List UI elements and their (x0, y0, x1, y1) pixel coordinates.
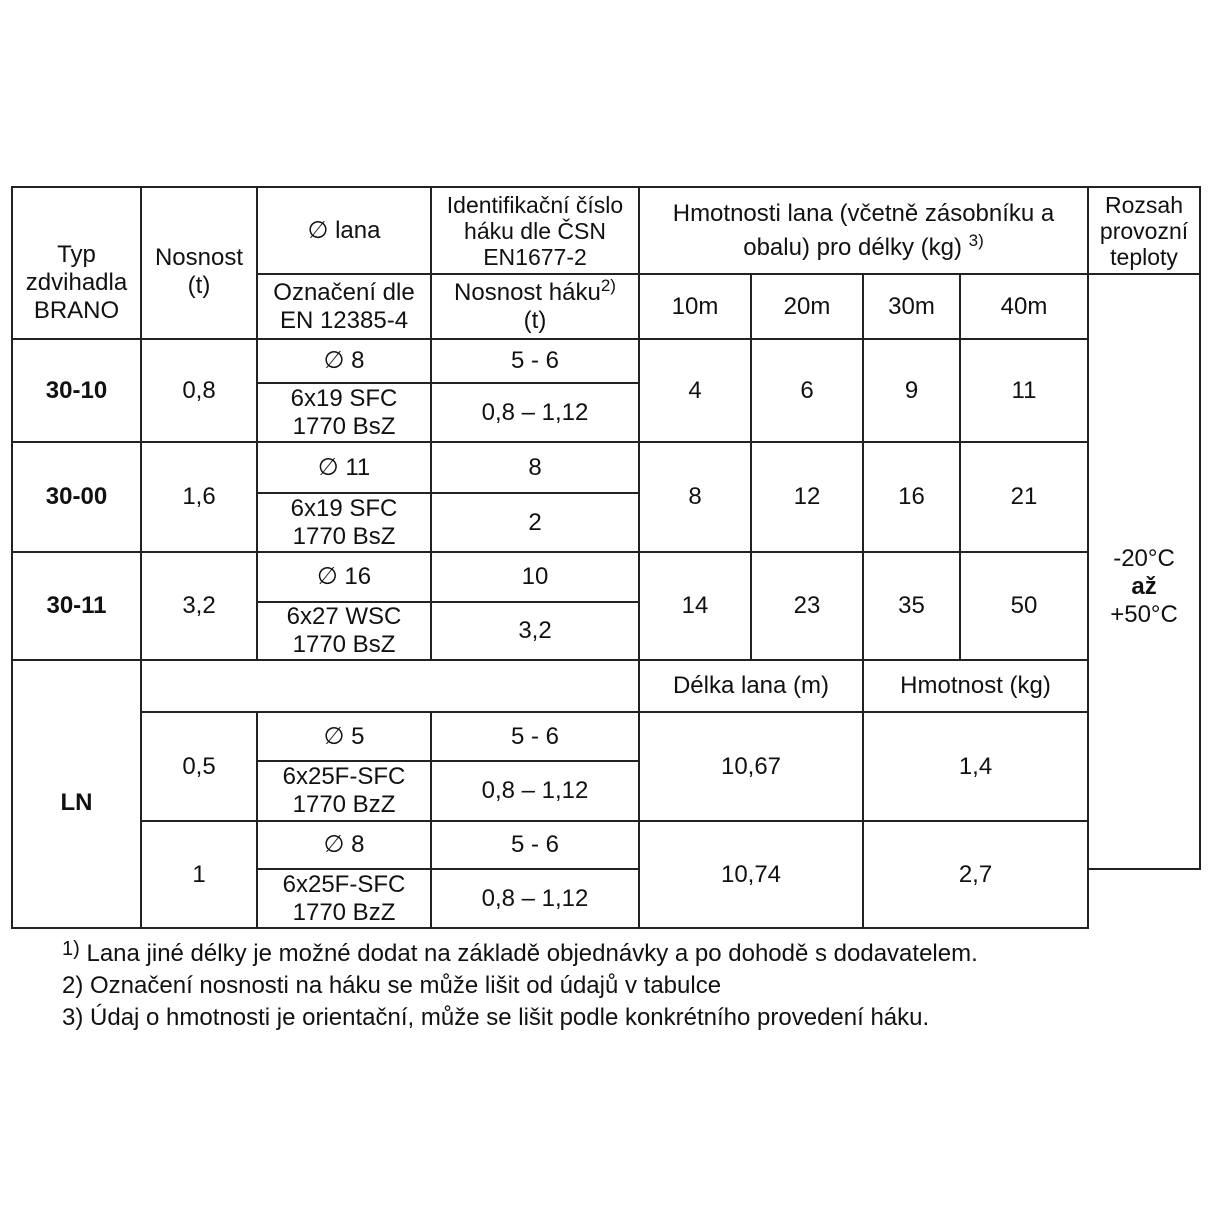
table-row-typ: 30-00 (12, 442, 141, 552)
header-lana: ∅ lana (257, 187, 431, 274)
header-typ: Typ zdvihadla BRANO (12, 187, 141, 339)
table-row-hook-load: 3,2 (431, 602, 639, 660)
table-row-diameter: ∅ 8 (257, 821, 431, 869)
table-row-rope: 6x25F-SFC 1770 BzZ (257, 761, 431, 821)
table-row-nosnost: 1 (141, 821, 257, 928)
table-row-weight-30m: 35 (863, 552, 960, 660)
table-row-length: 10,67 (639, 712, 863, 821)
table-row-weight-40m: 21 (960, 442, 1088, 552)
table-row-weight: 2,7 (863, 821, 1088, 928)
header-nosnost-haku (431, 274, 639, 339)
table-row-rope: 6x27 WSC 1770 BsZ (257, 602, 431, 660)
temperature-line3: +50°C (1110, 600, 1178, 628)
rope-specification-table (11, 186, 1201, 929)
header-nosnost-haku-sup: 2) (600, 275, 616, 295)
table-row-weight-10m: 4 (639, 339, 751, 442)
header-length-40m: 40m (960, 274, 1088, 339)
table-row-nosnost: 1,6 (141, 442, 257, 552)
table-row-typ: 30-11 (12, 552, 141, 660)
ln-blank-cell (141, 660, 639, 712)
table-row-weight-10m: 8 (639, 442, 751, 552)
table-row-hook-id: 8 (431, 442, 639, 493)
table-row-rope: 6x25F-SFC 1770 BzZ (257, 869, 431, 928)
header-identifikacni: Identifikační číslo háku dle ČSN EN1677-2 (431, 187, 639, 274)
header-length-20m: 20m (751, 274, 863, 339)
header-rozsah: Rozsah provozní teploty (1088, 187, 1200, 274)
header-nosnost: Nosnost (t) (141, 187, 257, 339)
table-row-weight-30m: 9 (863, 339, 960, 442)
footnote-number: 1) (62, 938, 80, 960)
header-nosnost-haku-text: Nosnost háku (454, 278, 601, 306)
header-hmotnosti-sup: 3) (968, 230, 984, 250)
temperature-line1: -20°C (1113, 544, 1175, 572)
footnote-2 (62, 970, 978, 1002)
table-row-hook-id: 10 (431, 552, 639, 602)
header-length-10m: 10m (639, 274, 751, 339)
table-row-weight-30m: 16 (863, 442, 960, 552)
table-row-length: 10,74 (639, 821, 863, 928)
header-nosnost-haku-unit: (t) (523, 306, 547, 334)
table-row-weight-20m: 12 (751, 442, 863, 552)
footnote-number: 2) (62, 972, 84, 999)
table-row-weight-20m: 23 (751, 552, 863, 660)
table-row-nosnost: 3,2 (141, 552, 257, 660)
table-row-diameter: ∅ 8 (257, 339, 431, 383)
footnote-number: 3) (62, 1004, 84, 1031)
footnote-text: Údaj o hmotnosti je orientační, může se lišit podle konkrétního provedení háku. (90, 1004, 930, 1031)
table-row-hook-load: 2 (431, 493, 639, 552)
table-row-rope: 6x19 SFC 1770 BsZ (257, 383, 431, 442)
header-length-30m: 30m (863, 274, 960, 339)
footnote-3 (62, 1002, 978, 1034)
ln-header-weight: Hmotnost (kg) (863, 660, 1088, 712)
temperature-line2: až (1131, 572, 1157, 600)
table-row-diameter: ∅ 11 (257, 442, 431, 493)
table-row-weight-40m: 11 (960, 339, 1088, 442)
table-row-diameter: ∅ 5 (257, 712, 431, 761)
table-row-typ: 30-10 (12, 339, 141, 442)
table-row-weight-40m: 50 (960, 552, 1088, 660)
table-row-hook-load: 0,8 – 1,12 (431, 761, 639, 821)
table-row-diameter: ∅ 16 (257, 552, 431, 602)
table-row-weight-20m: 6 (751, 339, 863, 442)
table-row-nosnost: 0,5 (141, 712, 257, 821)
temperature-range (1088, 274, 1200, 869)
ln-header-length: Délka lana (m) (639, 660, 863, 712)
footnotes (62, 933, 978, 1034)
header-hmotnosti (639, 187, 1088, 274)
table-row-hook-id: 5 - 6 (431, 339, 639, 383)
table-row-rope: 6x19 SFC 1770 BsZ (257, 493, 431, 552)
table-row-hook-load: 0,8 – 1,12 (431, 869, 639, 928)
table-row-weight: 1,4 (863, 712, 1088, 821)
table-row-weight-10m: 14 (639, 552, 751, 660)
table-row-nosnost: 0,8 (141, 339, 257, 442)
footnote-1 (62, 933, 978, 970)
footnote-text: Lana jiné délky je možné dodat na základě objednávky a po dohodě s dodavatelem. (86, 940, 978, 967)
header-oznaceni: Označení dle EN 12385-4 (257, 274, 431, 339)
table-row-hook-load: 0,8 – 1,12 (431, 383, 639, 442)
footnote-text: Označení nosnosti na háku se může lišit od údajů v tabulce (90, 972, 722, 999)
table-row-hook-id: 5 - 6 (431, 821, 639, 869)
table-row-hook-id: 5 - 6 (431, 712, 639, 761)
ln-typ: LN (12, 660, 141, 928)
header-hmotnosti-text: Hmotnosti lana (včetně zásobníku a obalu) pro délky (kg) (672, 199, 1055, 261)
